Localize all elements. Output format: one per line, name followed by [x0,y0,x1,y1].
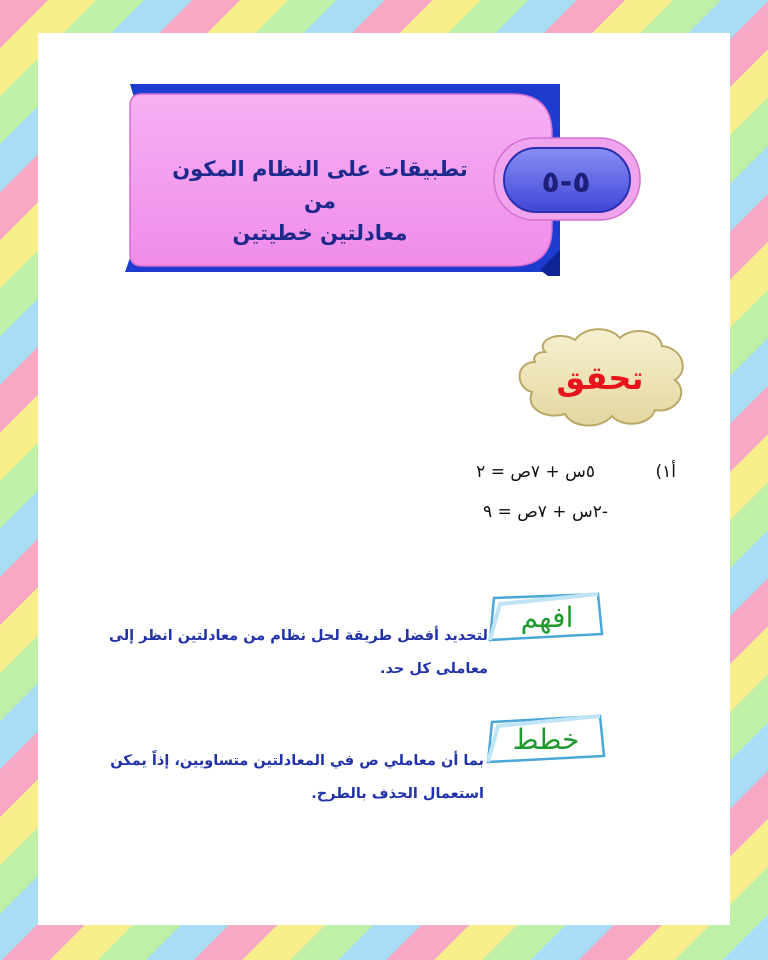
understand-line1: لتحديد أفضل طريقة لحل نظام من معادلتين انظر إلى [109,628,488,644]
plan-text [64,745,484,811]
equation-1: ٥س + ٧ص = ٢ [476,462,595,482]
lesson-number: ٥-٥ [541,164,591,200]
plan-label: خطط [512,722,580,756]
understand-line2: معاملى كل حد. [380,661,488,677]
problem-number: أ١) [655,462,676,482]
plan-line1: بما أن معاملي ص في المعادلتين متساويين، إذاً يمكن [110,753,484,769]
equation-2: -٢س + ٧ص = ٩ [483,502,608,522]
lesson-title [155,153,485,249]
check-label: تحقق [556,359,644,397]
understand-text [68,620,488,686]
lesson-title-line2: معادلتين خطيتين [232,221,408,245]
plan-line2: استعمال الحذف بالطرح. [311,786,484,802]
lesson-title-line1: تطبيقات على النظام المكون من [172,157,468,213]
understand-label: افهم [520,600,574,634]
